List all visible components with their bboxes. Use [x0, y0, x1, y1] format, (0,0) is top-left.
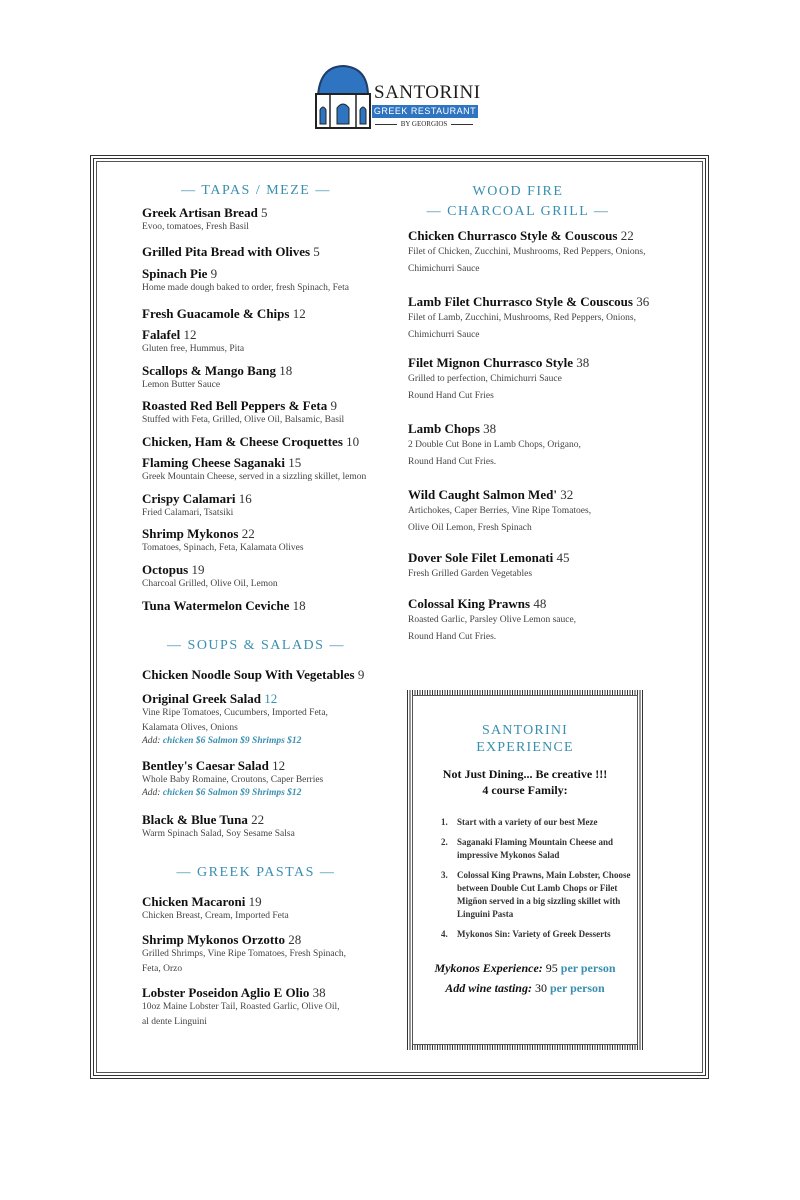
item-price: 38: [312, 985, 326, 1000]
price-label: Add wine tasting:: [445, 981, 532, 995]
item-name-text: Lamb Filet Churrasco Style & Couscous: [408, 294, 633, 309]
item-description: Tomatoes, Spinach, Feta, Kalamata Olives: [142, 543, 304, 553]
section-heading: [106, 183, 406, 199]
menu-item: [142, 562, 204, 578]
item-price: 5: [261, 205, 268, 220]
item-name-text: Chicken Macaroni: [142, 894, 246, 909]
item-price: 19: [191, 562, 205, 577]
logo-title: SANTORINI: [374, 82, 481, 103]
menu-item: [142, 526, 255, 542]
item-name-text: Chicken Churrasco Style & Couscous: [408, 228, 618, 243]
step-text: Start with a variety of our best Meze: [457, 817, 598, 827]
item-name-text: Greek Artisan Bread: [142, 205, 258, 220]
item-price: 22: [241, 526, 255, 541]
experience-tagline: [413, 766, 637, 798]
menu-item: [142, 894, 262, 910]
item-name-text: Filet Mignon Churrasco Style: [408, 355, 574, 370]
item-description: Round Hand Cut Fries.: [408, 457, 497, 467]
restaurant-logo: [312, 62, 492, 132]
item-price: 32: [560, 487, 574, 502]
item-add-ons: [142, 735, 301, 747]
item-price: 9: [210, 266, 218, 281]
add-label: Add:: [142, 788, 161, 798]
item-description: Grilled to perfection, Chimichurri Sauce: [408, 374, 562, 384]
step-text: Saganaki Flaming Mountain Cheese and impressive Mykonos Salad: [457, 837, 614, 860]
tagline-1: Not Just Dining... Be creative !!!: [442, 767, 608, 781]
price-unit: per person: [549, 981, 605, 995]
santorini-experience-box: [407, 690, 643, 1050]
menu-item: [408, 228, 634, 244]
experience-step: [441, 816, 641, 829]
item-description: Feta, Orzo: [142, 964, 183, 974]
menu-item: [142, 244, 320, 260]
item-description: Olive Oil Lemon, Fresh Spinach: [408, 523, 532, 533]
item-description: Round Hand Cut Fries: [408, 391, 494, 401]
menu-item: [142, 266, 217, 282]
item-name-text: Bentley's Caesar Salad: [142, 758, 269, 773]
item-name-text: Chicken Noodle Soup With Vegetables: [142, 667, 355, 682]
item-price: 12: [272, 758, 286, 773]
menu-item: [142, 598, 306, 614]
menu-item: [142, 758, 285, 774]
section-heading: [368, 182, 668, 222]
item-description: Stuffed with Feta, Grilled, Olive Oil, Balsamic, Basil: [142, 415, 345, 425]
item-price: 48: [533, 596, 547, 611]
item-description: 2 Double Cut Bone in Lamb Chops, Origano,: [408, 440, 581, 450]
item-description: Round Hand Cut Fries.: [408, 632, 497, 642]
menu-item: [142, 327, 197, 343]
experience-title-line2: EXPERIENCE: [476, 740, 574, 755]
section-heading: [106, 638, 406, 654]
menu-item: [408, 550, 570, 566]
item-price: 9: [330, 398, 337, 413]
item-description: Evoo, tomatoes, Fresh Basil: [142, 222, 249, 232]
logo-byline-text: BY GEORGIOS: [400, 120, 448, 128]
item-name-text: Grilled Pita Bread with Olives: [142, 244, 311, 259]
item-description: Charcoal Grilled, Olive Oil, Lemon: [142, 579, 278, 589]
item-price: 12: [292, 306, 306, 321]
item-name-text: Tuna Watermelon Ceviche: [142, 598, 290, 613]
add-options: chicken $6 Salmon $9 Shrimps $12: [162, 736, 302, 746]
item-name-text: Scallops & Mango Bang: [142, 363, 276, 378]
menu-item: [142, 691, 277, 707]
menu-item: [408, 596, 546, 612]
item-price: 22: [251, 812, 265, 827]
experience-step: [441, 836, 641, 862]
logo-subtitle: GREEK RESTAURANT: [373, 106, 477, 116]
item-name-text: Lamb Chops: [408, 421, 480, 436]
menu-item: [408, 355, 589, 371]
item-description: Kalamata Olives, Onions: [142, 723, 238, 733]
item-name-text: Chicken, Ham & Cheese Croquettes: [142, 434, 343, 449]
item-name-text: Colossal King Prawns: [408, 596, 531, 611]
section-title: WOOD FIRE: [472, 184, 564, 199]
item-description: al dente Linguini: [142, 1017, 207, 1027]
item-name-text: Falafel: [142, 327, 181, 342]
item-name-text: Original Greek Salad: [142, 691, 261, 706]
item-name-text: Flaming Cheese Saganaki: [142, 455, 286, 470]
step-text: Colossal King Prawns, Main Lobster, Choose between Double Cut Lamb Chops or Filet Migñon served in a big sizzling skillet with Linguini Pasta: [457, 870, 631, 919]
item-description: Fried Calamari, Tsatsiki: [142, 508, 234, 518]
step-text: Mykonos Sin: Variety of Greek Desserts: [457, 929, 611, 939]
item-name-text: Roasted Red Bell Peppers & Feta: [142, 398, 328, 413]
add-options: chicken $6 Salmon $9 Shrimps $12: [162, 788, 302, 798]
menu-item: [142, 455, 301, 471]
item-price: 12: [264, 691, 278, 706]
tagline-2: 4 course Family:: [482, 783, 568, 797]
section-title: — GREEK PASTAS —: [176, 865, 336, 880]
item-description: 10oz Maine Lobster Tail, Roasted Garlic, Olive Oil,: [142, 1002, 340, 1012]
menu-item: [142, 985, 326, 1001]
experience-steps: [441, 816, 641, 948]
price-amount: 95: [545, 961, 558, 975]
item-name-text: Shrimp Mykonos: [142, 526, 239, 541]
experience-step: [441, 869, 641, 921]
item-description: Grilled Shrimps, Vine Ripe Tomatoes, Fresh Spinach,: [142, 949, 346, 959]
item-name-text: Wild Caught Salmon Med': [408, 487, 557, 502]
section-heading: [106, 865, 406, 881]
item-price: 9: [357, 667, 365, 682]
price-amount: 30: [534, 981, 547, 995]
item-description: Filet of Chicken, Zucchini, Mushrooms, Red Peppers, Onions,: [408, 247, 646, 257]
item-price: 45: [556, 550, 570, 565]
item-price: 15: [288, 455, 302, 470]
experience-title: [413, 722, 637, 756]
item-price: 36: [636, 294, 650, 309]
item-description: Whole Baby Romaine, Croutons, Caper Berries: [142, 775, 324, 785]
item-price: 38: [576, 355, 590, 370]
menu-item: [142, 363, 292, 379]
item-name-text: Crispy Calamari: [142, 491, 236, 506]
item-description: Home made dough baked to order, fresh Spinach, Feta: [142, 283, 349, 293]
item-name-text: Dover Sole Filet Lemonati: [408, 550, 554, 565]
item-price: 12: [183, 327, 197, 342]
price-unit: per person: [560, 961, 616, 975]
item-description: Fresh Grilled Garden Vegetables: [408, 569, 533, 579]
experience-title-line1: SANTORINI: [482, 723, 568, 738]
item-name-text: Fresh Guacamole & Chips: [142, 306, 290, 321]
item-price: 22: [620, 228, 634, 243]
section-title: — SOUPS & SALADS —: [167, 638, 345, 653]
menu-item: [408, 487, 573, 503]
price-label: Mykonos Experience:: [434, 961, 543, 975]
experience-step: [441, 928, 641, 941]
item-description: Roasted Garlic, Parsley Olive Lemon sauce,: [408, 615, 577, 625]
menu-item: [142, 812, 264, 828]
item-description: Artichokes, Caper Berries, Vine Ripe Tomatoes,: [408, 506, 592, 516]
logo-byline: [364, 120, 484, 128]
item-description: Chimichurri Sauce: [408, 330, 480, 340]
item-description: Vine Ripe Tomatoes, Cucumbers, Imported Feta,: [142, 708, 328, 718]
item-add-ons: [142, 787, 301, 799]
menu-item: [142, 205, 268, 221]
menu-item: [408, 294, 649, 310]
menu-item: [142, 932, 301, 948]
menu-item: [142, 434, 359, 450]
item-description: Greek Mountain Cheese, served in a sizzling skillet, lemon: [142, 472, 367, 482]
step-number: 3.: [441, 870, 448, 880]
item-description: Lemon Butter Sauce: [142, 380, 221, 390]
item-name-text: Black & Blue Tuna: [142, 812, 248, 827]
item-price: 5: [313, 244, 320, 259]
item-price: 28: [288, 932, 302, 947]
item-description: Gluten free, Hummus, Pita: [142, 344, 245, 354]
add-label: Add:: [142, 736, 161, 746]
item-description: Chicken Breast, Cream, Imported Feta: [142, 911, 289, 921]
menu-item: [142, 398, 337, 414]
item-description: Chimichurri Sauce: [408, 264, 480, 274]
item-price: 19: [248, 894, 262, 909]
item-price: 38: [483, 421, 497, 436]
menu-item: [408, 421, 496, 437]
item-name-text: Spinach Pie: [142, 266, 208, 281]
step-number: 1.: [441, 817, 448, 827]
experience-price: [413, 961, 637, 976]
step-number: 4.: [441, 929, 448, 939]
item-description: Filet of Lamb, Zucchini, Mushrooms, Red Peppers, Onions,: [408, 313, 636, 323]
item-price: 18: [292, 598, 306, 613]
item-price: 10: [346, 434, 360, 449]
wine-tasting-price: [413, 981, 637, 996]
menu-item: [142, 667, 364, 683]
item-name-text: Lobster Poseidon Aglio E Olio: [142, 985, 310, 1000]
section-title-line2: — CHARCOAL GRILL —: [426, 204, 610, 219]
menu-item: [142, 491, 252, 507]
menu-item: [142, 306, 306, 322]
item-name-text: Octopus: [142, 562, 189, 577]
item-price: 16: [238, 491, 252, 506]
section-title: — TAPAS / MEZE —: [181, 183, 331, 198]
item-price: 18: [279, 363, 293, 378]
step-number: 2.: [441, 837, 448, 847]
dome-church-icon: [312, 62, 372, 132]
item-description: Warm Spinach Salad, Soy Sesame Salsa: [142, 829, 295, 839]
item-name-text: Shrimp Mykonos Orzotto: [142, 932, 285, 947]
